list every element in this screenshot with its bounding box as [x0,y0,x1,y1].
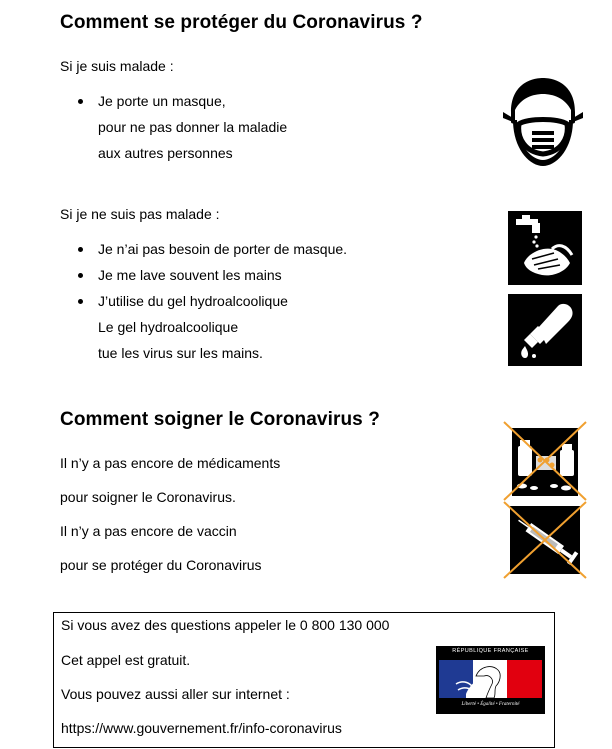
bullet-icon [78,247,83,252]
logo-top-text: RÉPUBLIQUE FRANÇAISE [452,648,529,654]
bullet-icon [78,299,83,304]
list-item [60,288,480,366]
list-item [60,262,480,288]
info-phone-line: Si vous avez des questions appeler le 0 800 130 000 [61,617,390,633]
healthy-list [60,236,480,366]
list-item-line: Je n’ai pas besoin de porter de masque. [98,241,348,257]
info-box [53,612,555,748]
section-title-protect: Comment se protéger du Coronavirus ? [60,12,423,33]
logo-motto-text: Liberté • Égalité • Fraternité [461,702,520,707]
hand-washing-icon [508,211,582,285]
info-internet-line: Vous pouvez aussi aller sur internet : [61,686,290,702]
no-medicine-icon [500,420,590,502]
face-mask-icon [497,72,589,172]
list-item [60,88,460,166]
marianne-logo [436,646,545,714]
treat-line: Il n’y a pas encore de vaccin [60,523,237,539]
list-item [60,236,480,262]
sick-list [60,88,460,166]
bullet-icon [78,273,83,278]
healthy-label: Si je ne suis pas malade : [60,206,220,222]
bullet-icon [78,99,83,104]
treat-line: pour se protéger du Coronavirus [60,557,262,573]
treat-line: pour soigner le Coronavirus. [60,489,236,505]
list-item-line: pour ne pas donner la maladie [98,119,288,135]
sick-label: Si je suis malade : [60,58,174,74]
hand-gel-icon [508,294,582,366]
list-item-line: Le gel hydroalcoolique [98,319,239,335]
info-free-line: Cet appel est gratuit. [61,652,191,668]
list-item-line: J’utilise du gel hydroalcoolique [98,293,288,309]
list-item-line: tue les virus sur les mains. [98,345,263,361]
list-item-line: aux autres personnes [98,145,233,161]
no-vaccine-icon [500,500,590,580]
treat-line: Il n’y a pas encore de médicaments [60,455,281,471]
section-title-treat: Comment soigner le Coronavirus ? [60,409,380,430]
list-item-line: Je porte un masque, [98,93,226,109]
info-url-link[interactable]: https://www.gouvernement.fr/info-coronavirus [61,720,342,736]
list-item-line: Je me lave souvent les mains [98,267,282,283]
